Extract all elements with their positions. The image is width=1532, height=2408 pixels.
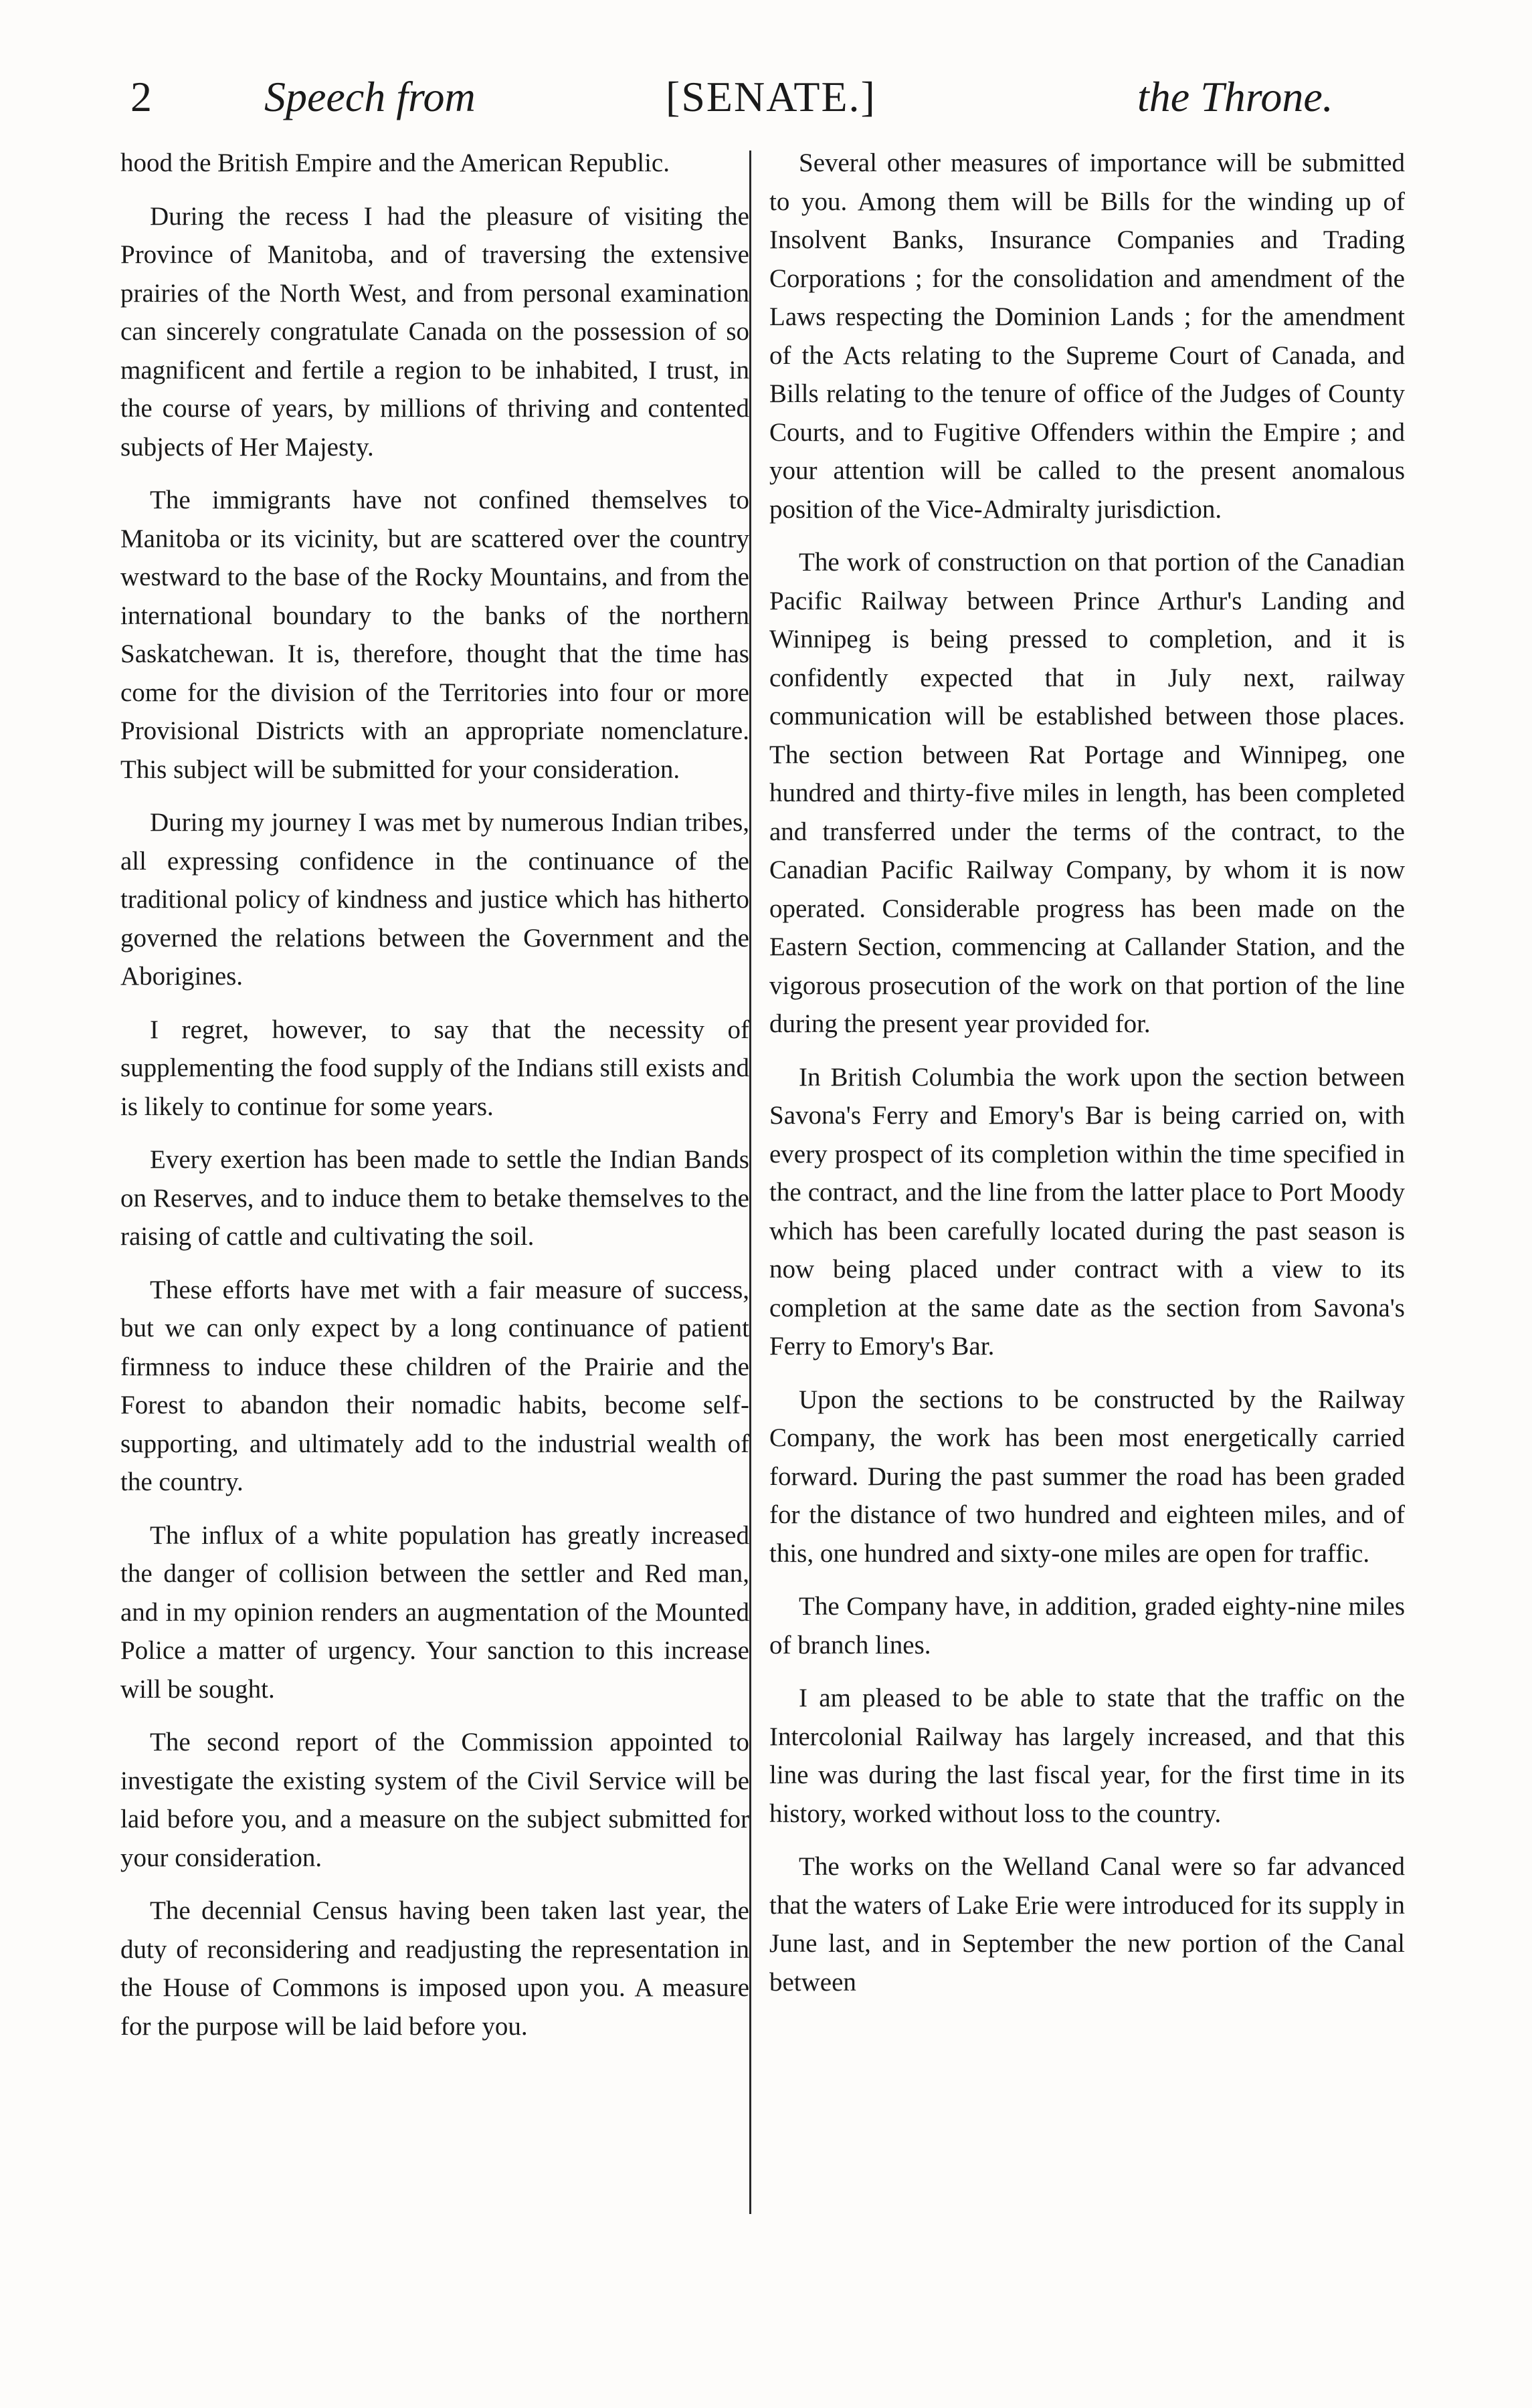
paragraph: The work of construction on that portion of the Canadian Pacific Railway between Prince Arthur's Landing and Winnipeg is being pressed to completion, and it is confidently expected that in July next, railway communication will be established between those places. The section between Rat Portage and Winnipeg, one hundred and thirty-five miles in length, has been completed and transferred under the terms of the contract, to the Canadian Pacific Railway Company, by whom it is now operated. Considerable progress has been made on the Eastern Section, commencing at Callander Station, and the vigorous prosecution of the work on that portion of the line during the present year provided for. (769, 548, 1405, 1038)
paragraph: The influx of a white population has greatly increased the danger of collision between the settler and Red man, and in my opinion renders an augmentation of the Mounted Police a matter of urgency. Your sanction to this increase will be sought. (120, 1520, 749, 1704)
paragraph: During the recess I had the pleasure of visiting the Province of Manitoba, and of traversing the extensive prairies of the North West, and from personal examination can sincerely congratulate Canada on the possession of so magnificent and fertile a region to be inhabited, I trust, in the course of years, by millions of thriving and contented subjects of Her Majesty. (120, 201, 749, 462)
paragraph: I regret, however, to say that the necessity of supplementing the food supply of the Indians still exists and is likely to continue for some years. (120, 1015, 749, 1121)
paragraph: The immigrants have not confined themselves to Manitoba or its vicinity, but are scattered over the country westward to the base of the Rocky Mountains, and from the international boundary to the banks of the northern Saskatchewan. It is, therefore, thought that the time has come for the division of the Territories into four or more Provisional Districts with an appropriate nomenclature. This subject will be submitted for your consideration. (120, 486, 749, 784)
paragraph: I am pleased to be able to state that the traffic on the Intercolonial Railway has largely increased, and that this line was during the last fiscal year, for the first time in its history, worked without loss to the country. (769, 1684, 1405, 1828)
paragraph: The decennial Census having been taken last year, the duty of reconsidering and readjusting the representation in the House of Commons is imposed upon you. A measure for the purpose will be laid before you. (120, 1896, 749, 2041)
paragraph: These efforts have met with a fair measure of success, but we can only expect by a long continuance of patient firmness to induce these children of the Prairie and the Forest to abandon their nomadic habits, become self-supporting, and ultimately add to the industrial wealth of the country. (120, 1275, 749, 1496)
paragraph: hood the British Empire and the American Republic. (120, 148, 670, 177)
right-column (769, 144, 1405, 2016)
column-divider (749, 150, 751, 2214)
page-number: 2 (130, 73, 152, 120)
header-right-title: the Throne. (1137, 73, 1333, 120)
paragraph: The second report of the Commission appointed to investigate the existing system of the Civil Service will be laid before you, and a measure on the subject submitted for your consideration. (120, 1728, 749, 1872)
paragraph: The Company have, in addition, graded eighty-nine miles of branch lines. (769, 1592, 1405, 1660)
paragraph: The works on the Welland Canal were so far advanced that the waters of Lake Erie were introduced for its supply in June last, and in September the new portion of the Canal between (769, 1852, 1405, 1997)
paragraph: Upon the sections to be constructed by the Railway Company, the work has been most energetically carried forward. During the past summer the road has been graded for the distance of two hundred and eighteen miles, and of this, one hundred and sixty-one miles are open for traffic. (769, 1385, 1405, 1568)
header-center-title: [SENATE.] (666, 73, 876, 120)
paragraph: In British Columbia the work upon the section between Savona's Ferry and Emory's Bar is being carried on, with every prospect of its completion within the time specified in the contract, and the line from the latter place to Port Moody which has been carefully located during the past season is now being placed under contract with a view to its completion at the same date as the section from Savona's Ferry to Emory's Bar. (769, 1062, 1405, 1361)
paragraph: Several other measures of importance will be submitted to you. Among them will be Bills for the winding up of Insolvent Banks, Insurance Companies and Trading Corporations ; for the consolidation and amendment of the Laws respecting the Dominion Lands ; for the amendment of the Acts relating to the Supreme Court of Canada, and Bills relating to the tenure of office of the Judges of County Courts, and to Fugitive Offenders within the Empire ; and your attention will be called to the present anomalous position of the Vice-Admiralty jurisdiction. (769, 148, 1405, 524)
header-left-title: Speech from (264, 73, 476, 120)
left-column (120, 144, 749, 2060)
paragraph: Every exertion has been made to settle the Indian Bands on Reserves, and to induce them to betake themselves to the raising of cattle and cultivating the soil. (120, 1145, 749, 1251)
running-header (117, 54, 1428, 134)
paragraph: During my journey I was met by numerous Indian tribes, all expressing confidence in the continuance of the traditional policy of kindness and justice which has hitherto governed the relations between the Government and the Aborigines. (120, 808, 749, 991)
